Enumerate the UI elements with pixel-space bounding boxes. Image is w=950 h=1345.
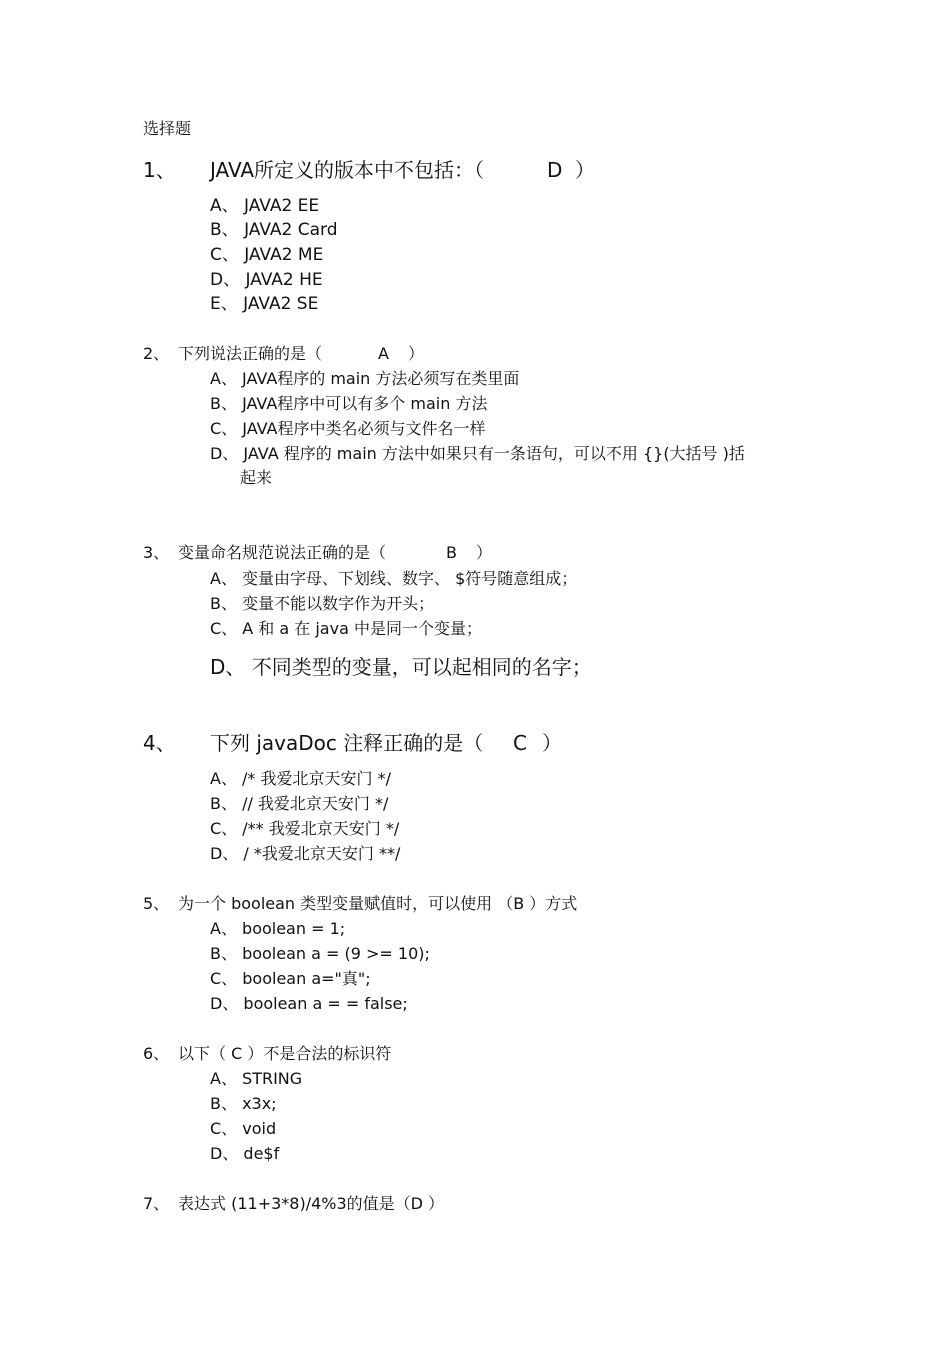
question-6-number: 6、: [143, 1044, 170, 1063]
question-2-option: D、 JAVA 程序的 main 方法中如果只有一条语句，可以不用 {}(大括号 )括: [210, 444, 745, 463]
question-6-option: C、 void: [210, 1119, 277, 1138]
question-1-close: ）: [575, 158, 595, 182]
question-1-option: C、 JAVA2 ME: [210, 245, 324, 265]
question-4-close: ）: [542, 731, 562, 755]
question-2-option: B、 JAVA程序中可以有多个 main 方法: [210, 394, 488, 413]
question-5-option: C、 boolean a="真";: [210, 969, 371, 988]
question-2-option-continued: 起来: [240, 468, 273, 487]
question-6-option: A、 STRING: [210, 1069, 303, 1088]
question-6-option: B、 x3x;: [210, 1094, 277, 1113]
question-6-text: 以下（ C ）不是合法的标识符: [178, 1044, 392, 1063]
question-5-option: D、 boolean a = = false;: [210, 994, 408, 1013]
question-1-text: JAVA所定义的版本中不包括：（: [210, 158, 485, 182]
question-5-text: 为一个 boolean 类型变量赋值时，可以使用 （B ）方式: [178, 894, 578, 913]
question-4-answer: C: [513, 731, 527, 755]
section-title: 选择题: [143, 119, 192, 138]
question-3-option: B、 变量不能以数字作为开头；: [210, 594, 435, 613]
question-7-text: 表达式 (11+3*8)/4%3的值是（D ）: [178, 1194, 445, 1213]
question-3-text: 变量命名规范说法正确的是（: [178, 543, 387, 562]
question-7-number: 7、: [143, 1194, 170, 1213]
question-3-option: C、 A 和 a 在 java 中是同一个变量；: [210, 619, 482, 638]
question-4-option: D、 / *我爱北京天安门 **/: [210, 844, 401, 863]
question-1-option: B、 JAVA2 Card: [210, 220, 338, 240]
question-6-option: D、 de$f: [210, 1144, 280, 1163]
question-2-option: A、 JAVA程序的 main 方法必须写在类里面: [210, 369, 520, 388]
question-4-number: 4、: [143, 731, 176, 755]
question-4-text: 下列 javaDoc 注释正确的是（: [210, 731, 484, 755]
question-3-answer: B: [446, 543, 457, 562]
question-2-option: C、 JAVA程序中类名必须与文件名一样: [210, 419, 486, 438]
question-2-number: 2、: [143, 344, 170, 363]
question-4-option: A、 /* 我爱北京天安门 */: [210, 769, 391, 788]
question-3-option: A、 变量由字母、下划线、数字、 $符号随意组成；: [210, 569, 578, 588]
question-3-option: D、 不同类型的变量，可以起相同的名字；: [210, 655, 592, 679]
question-2-close: ）: [408, 344, 425, 363]
question-1-answer: D: [547, 158, 563, 182]
question-2-text: 下列说法正确的是（: [178, 344, 323, 363]
question-5-number: 5、: [143, 894, 170, 913]
question-1-option: E、 JAVA2 SE: [210, 294, 319, 314]
question-1-number: 1、: [143, 158, 176, 182]
question-4-option: B、 // 我爱北京天安门 */: [210, 794, 389, 813]
question-2-answer: A: [378, 344, 389, 363]
question-1-option: D、 JAVA2 HE: [210, 270, 323, 290]
question-5-option: A、 boolean = 1;: [210, 919, 346, 938]
question-1-option: A、 JAVA2 EE: [210, 196, 320, 216]
question-4-option: C、 /** 我爱北京天安门 */: [210, 819, 400, 838]
question-3-number: 3、: [143, 543, 170, 562]
question-5-option: B、 boolean a = (9 >= 10);: [210, 944, 430, 963]
question-3-close: ）: [476, 543, 493, 562]
